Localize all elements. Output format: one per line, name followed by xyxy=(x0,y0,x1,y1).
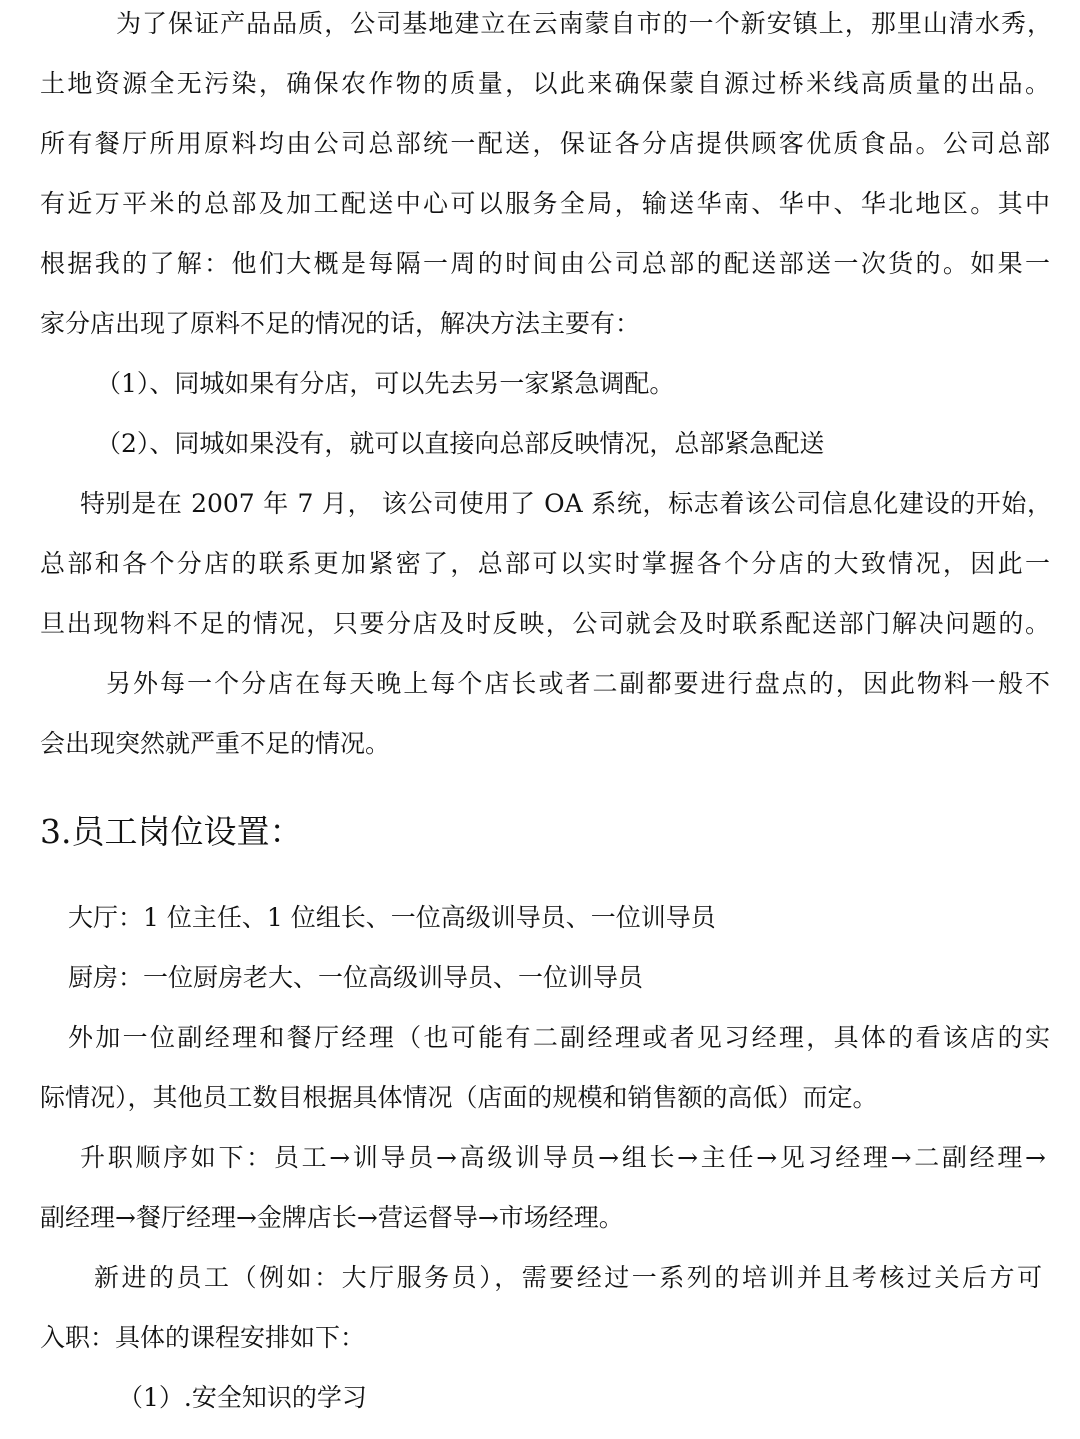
list-item: （1）.安全知识的学习 xyxy=(118,1383,367,1412)
staff-hall: 大厅：1 位主任、1 位组长、一位高级训导员、一位训导员 xyxy=(68,903,716,932)
text-line: 新进的员工（例如：大厅服务员），需要经过一系列的培训并且考核过关后方可 xyxy=(94,1263,1042,1292)
list-item: （2）、同城如果没有，就可以直接向总部反映情况，总部紧急配送 xyxy=(96,429,825,458)
section-heading: 3.员工岗位设置： xyxy=(40,812,303,851)
text-line: 为了保证产品品质，公司基地建立在云南蒙自市的一个新安镇上，那里山清水秀， xyxy=(116,9,1052,38)
text-line: 副经理→餐厅经理→金牌店长→营运督导→市场经理。 xyxy=(40,1203,624,1232)
text-line: 所有餐厅所用原料均由公司总部统一配送，保证各分店提供顾客优质食品。公司总部 xyxy=(40,129,1050,158)
text-line: 家分店出现了原料不足的情况的话，解决方法主要有： xyxy=(40,309,641,338)
text-line: 会出现突然就严重不足的情况。 xyxy=(40,729,391,758)
text-line: 旦出现物料不足的情况，只要分店及时反映，公司就会及时联系配送部门解决问题的。 xyxy=(40,609,1050,638)
list-item: （1）、同城如果有分店，可以先去另一家紧急调配。 xyxy=(96,369,675,398)
staff-kitchen: 厨房：一位厨房老大、一位高级训导员、一位训导员 xyxy=(68,963,644,992)
text-line: 根据我的了解：他们大概是每隔一周的时间由公司总部的配送部送一次货的。如果一 xyxy=(40,249,1050,278)
text-line: 升职顺序如下：员工→训导员→高级训导员→组长→主任→见习经理→二副经理→ xyxy=(80,1143,1046,1172)
text-line: 外加一位副经理和餐厅经理（也可能有二副经理或者见习经理，具体的看该店的实 xyxy=(68,1023,1050,1052)
text-line: 入职：具体的课程安排如下： xyxy=(40,1323,366,1352)
text-line: 有近万平米的总部及加工配送中心可以服务全局，输送华南、华中、华北地区。其中 xyxy=(40,189,1050,218)
text-line: 总部和各个分店的联系更加紧密了，总部可以实时掌握各个分店的大致情况，因此一 xyxy=(40,549,1050,578)
text-line: 特别是在 2007 年 7 月， 该公司使用了 OA 系统，标志着该公司信息化建设的开始， xyxy=(80,489,1052,518)
text-line: 土地资源全无污染，确保农作物的质量，以此来确保蒙自源过桥米线高质量的出品。 xyxy=(40,69,1050,98)
text-line: 际情况），其他员工数目根据具体情况（店面的规模和销售额的高低）而定。 xyxy=(40,1083,878,1112)
text-line: 另外每一个分店在每天晚上每个店长或者二副都要进行盘点的，因此物料一般不 xyxy=(106,669,1050,698)
